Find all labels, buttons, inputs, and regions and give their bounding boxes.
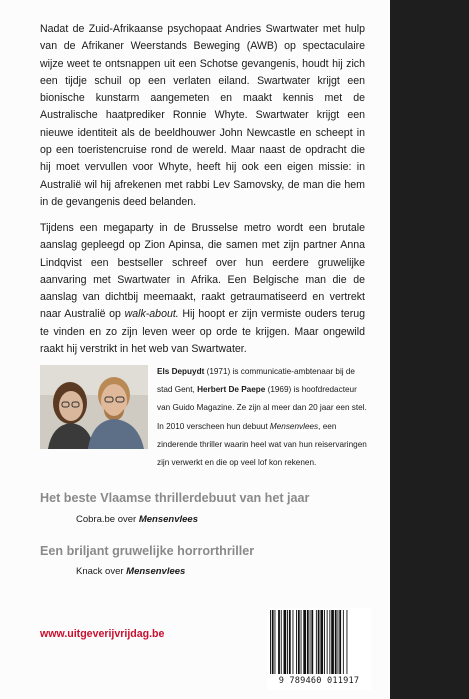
barcode-bar <box>327 610 328 674</box>
blurb-paragraph-2 <box>40 220 365 358</box>
isbn-number: 9 789460 011917 <box>278 676 360 686</box>
blurb-paragraph-2-italic: walk-about. <box>124 308 179 321</box>
review-quote-1: Het beste Vlaamse thrillerdebuut van het jaar <box>40 491 310 505</box>
barcode-bar <box>338 610 339 674</box>
barcode-bar <box>272 610 274 674</box>
authors-photo <box>40 365 148 449</box>
barcode-bar <box>347 610 348 674</box>
barcode-bar <box>298 610 300 674</box>
author-name-1: Els Depuydt <box>157 367 205 376</box>
review-source-1 <box>76 514 198 525</box>
barcode-bar <box>275 610 276 674</box>
barcode-bar <box>301 610 302 674</box>
review-source-2-text: Knack over <box>76 566 127 577</box>
barcode-bar <box>343 610 344 674</box>
book-spine <box>390 0 469 699</box>
barcode-bar <box>316 610 317 674</box>
barcode-bar <box>281 610 282 674</box>
authors-bio-2-a: In 2010 verscheen hun debuut <box>157 422 270 431</box>
review-source-2-title: Mensenvlees <box>126 566 186 577</box>
review-source-1-text: Cobra.be over <box>76 514 139 525</box>
barcode-bar <box>329 610 330 674</box>
authors-bio-2-b: , een zinderende thriller waarin heel wat van hun reiservaringen zijn verwerkt en die op veel lof kon rekenen. <box>157 422 367 467</box>
barcode-bar <box>324 610 325 674</box>
barcode-bar <box>284 610 287 674</box>
barcode-bar <box>278 610 280 674</box>
review-source-1-title: Mensenvlees <box>138 514 198 525</box>
author-bio-text-1: (1971) is communicatie-ambtenaar bij de stad Gent, <box>157 367 355 394</box>
barcode-bar <box>293 610 294 674</box>
barcode-bar <box>339 610 341 674</box>
author-bio-text-2: (1969) is hoofdredacteur van Guido Magazine. Ze zijn al meer dan 20 jaar een stel. <box>157 385 367 412</box>
review-quote-2: Een briljant gruwelijke horrorthriller <box>40 544 255 558</box>
blurb-paragraph-2-text: Tijdens een megaparty in de Brusselse metro wordt een brutale aanslag gepleegd op Zion Apinsa, die samen met zijn partner Anna Lindqvist een bestseller schreef over hun eerdere gruwelijke aanvaring met Swartwater in Afrika. Een Belgische man die de aanslag van dichtbij meemaakt, raakt getraumatiseerd en vertrekt naar Australië op <box>40 222 365 321</box>
barcode-bar <box>335 610 337 674</box>
debut-title: Mensenvlees <box>269 422 319 431</box>
authors-bio-2 <box>157 418 369 472</box>
barcode-bar <box>320 610 323 674</box>
barcode-bar <box>303 610 306 674</box>
publisher-url[interactable]: www.uitgeverijvrijdag.be <box>40 628 165 640</box>
authors-bio-1 <box>157 363 369 417</box>
blurb-paragraph-1: Nadat de Zuid-Afrikaanse psychopaat Andries Swartwater met hulp van de Afrikaner Weerstands Beweging (AWB) op spectaculaire wijze weet te ontsnappen uit een Schotse gevangenis, houdt hij zich een tijdje schuil op een verlaten eiland. Swartwater krijgt een bionische kunstarm aangemeten en maakt kennis met de Australische haatprediker Ronnie Whyte. Swartwater krijgt een nieuwe identiteit als de beeldhouwer John Newcastle en scheept in op een toeristencruise rond de wereld. Maar naast de opdracht die hij moet vervullen voor Whyte, heeft hij ook een eigen missie: in Australië wil hij afrekenen met rabbi Lev Samovsky, de man die hem in de gevangenis deed belanden. <box>40 23 365 208</box>
blurb-paragraph-2-rest: Hij hoopt er zijn vermiste ouders terug te vinden en zo zijn leven weer op orde te krijgen. Maar ongewild raakt hij verstrikt in het web van Swartwater. <box>40 308 366 356</box>
barcode-bar <box>307 610 309 674</box>
barcode-bar <box>296 610 297 674</box>
barcode-bar <box>289 610 291 674</box>
barcode-bar <box>311 610 313 674</box>
barcode-bar <box>270 610 271 674</box>
barcode-bar <box>287 610 288 674</box>
review-source-2 <box>76 566 185 577</box>
barcode-bar <box>310 610 311 674</box>
author-name-2: Herbert De Paepe <box>197 385 266 394</box>
barcode-bar <box>318 610 320 674</box>
barcode-bar <box>331 610 334 674</box>
